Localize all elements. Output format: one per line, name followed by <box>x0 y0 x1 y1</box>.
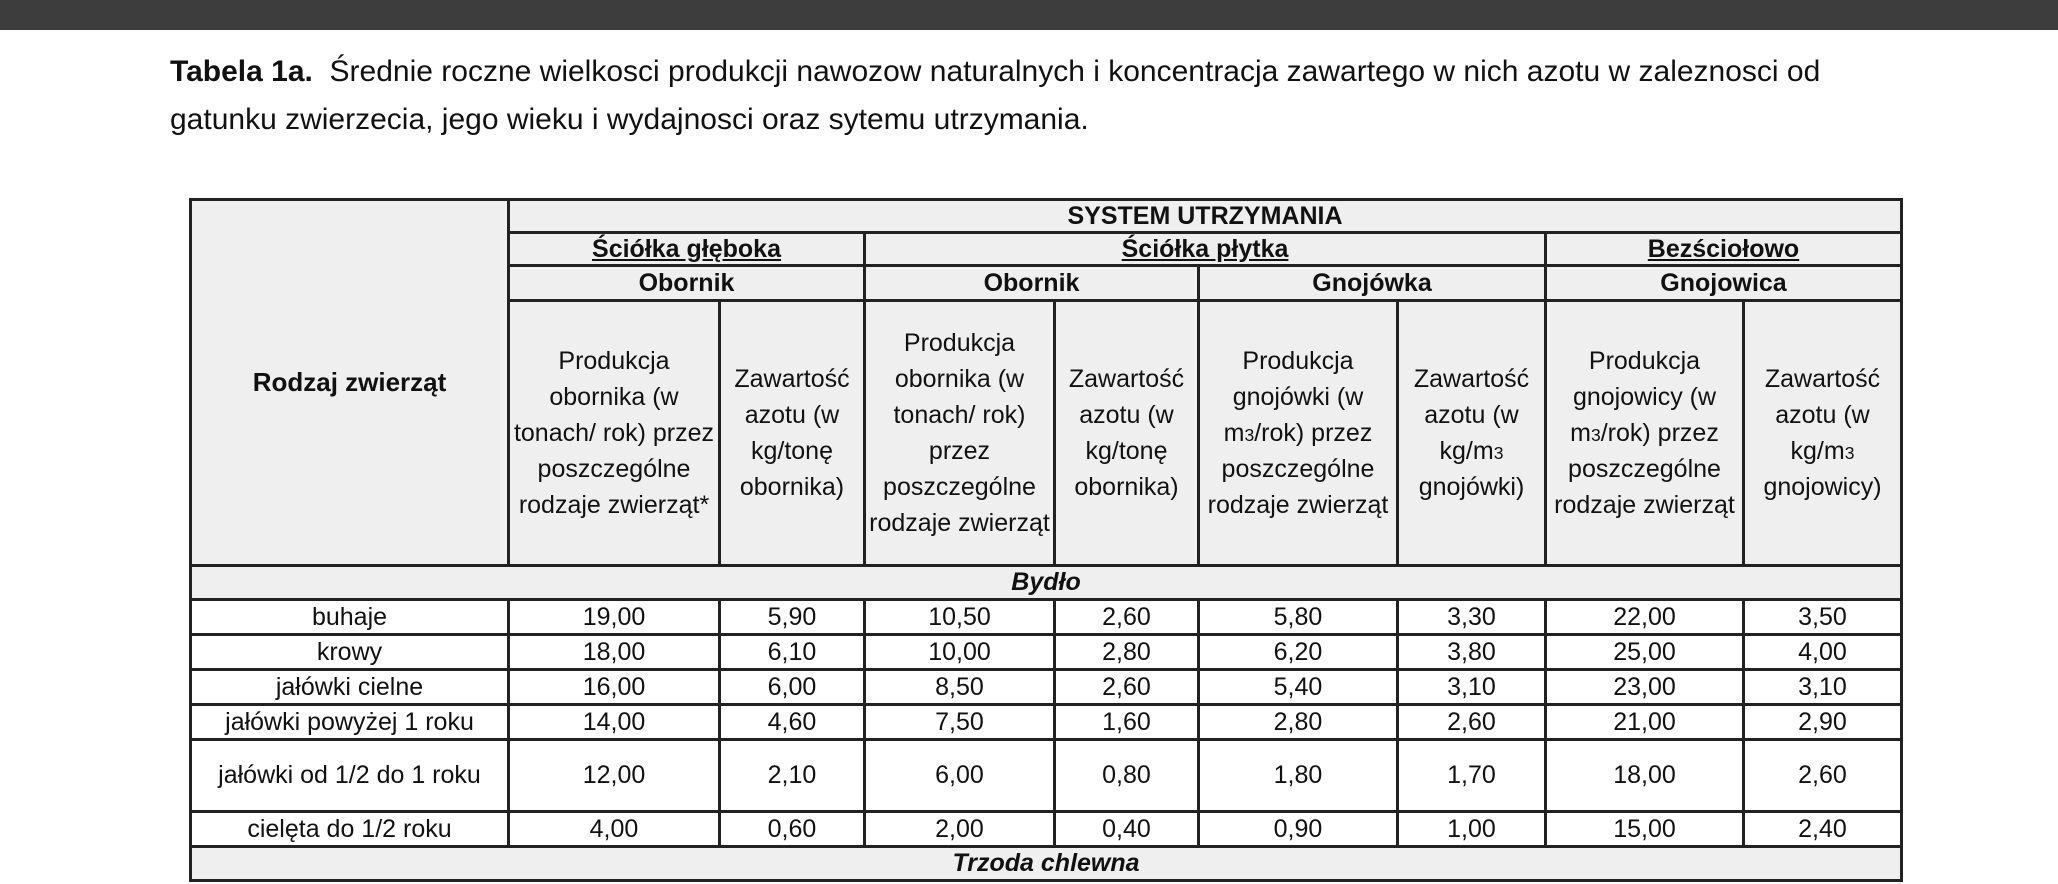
value-cell: 6,00 <box>720 670 865 705</box>
table-row <box>191 812 1902 847</box>
system-shallow-litter: Ściółka płytka <box>1121 234 1289 263</box>
value-cell: 2,60 <box>1398 705 1546 740</box>
value-cell: 5,90 <box>720 600 865 635</box>
column-header-text: Produkcja obornika (w tonach/ rok) przez poszczególne rodzaje zwierząt* <box>513 347 715 519</box>
value-cell: 16,00 <box>509 670 720 705</box>
value-cell: 15,00 <box>1546 812 1744 847</box>
value-cell: 12,00 <box>509 740 720 812</box>
column-header-8 <box>1744 301 1902 566</box>
column-header-text: Zawartość azotu (w kg/m <box>1413 365 1530 465</box>
section-row <box>191 566 1902 600</box>
unit-superscript: 3 <box>1244 425 1255 445</box>
value-cell: 19,00 <box>509 600 720 635</box>
value-cell: 1,80 <box>1199 740 1398 812</box>
value-cell: 2,60 <box>1055 670 1199 705</box>
table-row <box>191 635 1902 670</box>
column-header-6 <box>1398 301 1546 566</box>
column-header-text: Produkcja obornika (w tonach/ rok) przez poszczególne rodzaje zwierząt <box>869 329 1050 537</box>
value-cell: 0,40 <box>1055 812 1199 847</box>
table-row <box>191 670 1902 705</box>
value-cell: 18,00 <box>1546 740 1744 812</box>
column-header-text: Zawartość azotu (w kg/tonę obornika) <box>1068 365 1185 501</box>
value-cell: 1,70 <box>1398 740 1546 812</box>
value-cell: 14,00 <box>509 705 720 740</box>
animal-type-cell: krowy <box>191 635 509 670</box>
value-cell: 0,80 <box>1055 740 1199 812</box>
animal-type-cell: jałówki od 1/2 do 1 roku <box>191 740 509 812</box>
value-cell: 10,50 <box>865 600 1055 635</box>
nitrogen-table <box>189 198 1903 882</box>
column-header-text: Produkcja gnojowicy (w m <box>1570 347 1717 447</box>
unit-superscript: 3 <box>1591 425 1601 445</box>
system-deep-litter: Ściółka głęboka <box>592 234 781 263</box>
column-header-text-tail: /rok) przez poszczególne rodzaje zwierząt <box>1554 419 1735 519</box>
fertilizer-gnojowka: Gnojówka <box>1199 266 1546 301</box>
value-cell: 2,60 <box>1055 600 1199 635</box>
value-cell: 2,40 <box>1744 812 1902 847</box>
value-cell: 23,00 <box>1546 670 1744 705</box>
value-cell: 5,40 <box>1199 670 1398 705</box>
table-row <box>191 705 1902 740</box>
caption-label: Tabela 1a. <box>170 55 313 88</box>
value-cell: 5,80 <box>1199 600 1398 635</box>
value-cell: 2,00 <box>865 812 1055 847</box>
value-cell: 3,30 <box>1398 600 1546 635</box>
value-cell: 21,00 <box>1546 705 1744 740</box>
column-header-1 <box>509 301 720 566</box>
value-cell: 8,50 <box>865 670 1055 705</box>
section-row <box>191 847 1902 881</box>
value-cell: 4,60 <box>720 705 865 740</box>
system-litterless: Bezściołowo <box>1647 234 1800 263</box>
table-row <box>191 600 1902 635</box>
value-cell: 0,90 <box>1199 812 1398 847</box>
table-caption <box>170 48 1870 144</box>
column-header-4 <box>1055 301 1199 566</box>
column-header-5 <box>1199 301 1398 566</box>
system-title: SYSTEM UTRZYMANIA <box>509 200 1902 233</box>
animal-type-cell: buhaje <box>191 600 509 635</box>
value-cell: 10,00 <box>865 635 1055 670</box>
fertilizer-obornik-shallow: Obornik <box>865 266 1199 301</box>
column-header-text: Zawartość azotu (w kg/m <box>1764 365 1881 465</box>
value-cell: 3,10 <box>1744 670 1902 705</box>
value-cell: 2,80 <box>1055 635 1199 670</box>
value-cell: 6,10 <box>720 635 865 670</box>
value-cell: 3,50 <box>1744 600 1902 635</box>
value-cell: 4,00 <box>1744 635 1902 670</box>
section-title: Bydło <box>191 566 1902 600</box>
column-header-text-tail: /rok) przez poszczególne rodzaje zwierząt <box>1207 419 1389 519</box>
value-cell: 2,10 <box>720 740 865 812</box>
value-cell: 7,50 <box>865 705 1055 740</box>
unit-superscript: 3 <box>1844 443 1855 463</box>
value-cell: 22,00 <box>1546 600 1744 635</box>
animal-type-cell: cielęta do 1/2 roku <box>191 812 509 847</box>
column-header-text-tail: gnojowicy) <box>1763 473 1882 501</box>
value-cell: 2,60 <box>1744 740 1902 812</box>
value-cell: 25,00 <box>1546 635 1744 670</box>
fertilizer-gnojowica: Gnojowica <box>1546 266 1902 301</box>
section-title: Trzoda chlewna <box>191 847 1902 881</box>
value-cell: 3,10 <box>1398 670 1546 705</box>
value-cell: 2,80 <box>1199 705 1398 740</box>
table-row <box>191 740 1902 812</box>
column-header-text: Produkcja gnojówki (w m <box>1223 347 1364 447</box>
header-row-system <box>191 200 1902 233</box>
value-cell: 1,00 <box>1398 812 1546 847</box>
value-cell: 0,60 <box>720 812 865 847</box>
column-header-text: Zawartość azotu (w kg/tonę obornika) <box>734 365 850 501</box>
value-cell: 1,60 <box>1055 705 1199 740</box>
value-cell: 2,90 <box>1744 705 1902 740</box>
column-header-2 <box>720 301 865 566</box>
column-header-7 <box>1546 301 1744 566</box>
row-header-cell: Rodzaj zwierząt <box>191 200 509 566</box>
value-cell: 6,00 <box>865 740 1055 812</box>
value-cell: 3,80 <box>1398 635 1546 670</box>
value-cell: 6,20 <box>1199 635 1398 670</box>
caption-text: Średnie roczne wielkosci produkcji nawozow naturalnych i koncentracja zawartego w nich azotu w zaleznosci od gatunku zwierzecia, jego wieku i wydajnosci oraz sytemu utrzymania. <box>170 55 1821 136</box>
value-cell: 18,00 <box>509 635 720 670</box>
unit-superscript: 3 <box>1493 443 1504 463</box>
animal-type-cell: jałówki powyżej 1 roku <box>191 705 509 740</box>
column-header-3 <box>865 301 1055 566</box>
fertilizer-obornik-deep: Obornik <box>509 266 865 301</box>
animal-type-cell: jałówki cielne <box>191 670 509 705</box>
column-header-text-tail: gnojówki) <box>1418 473 1525 501</box>
top-bar <box>0 0 2058 30</box>
value-cell: 4,00 <box>509 812 720 847</box>
